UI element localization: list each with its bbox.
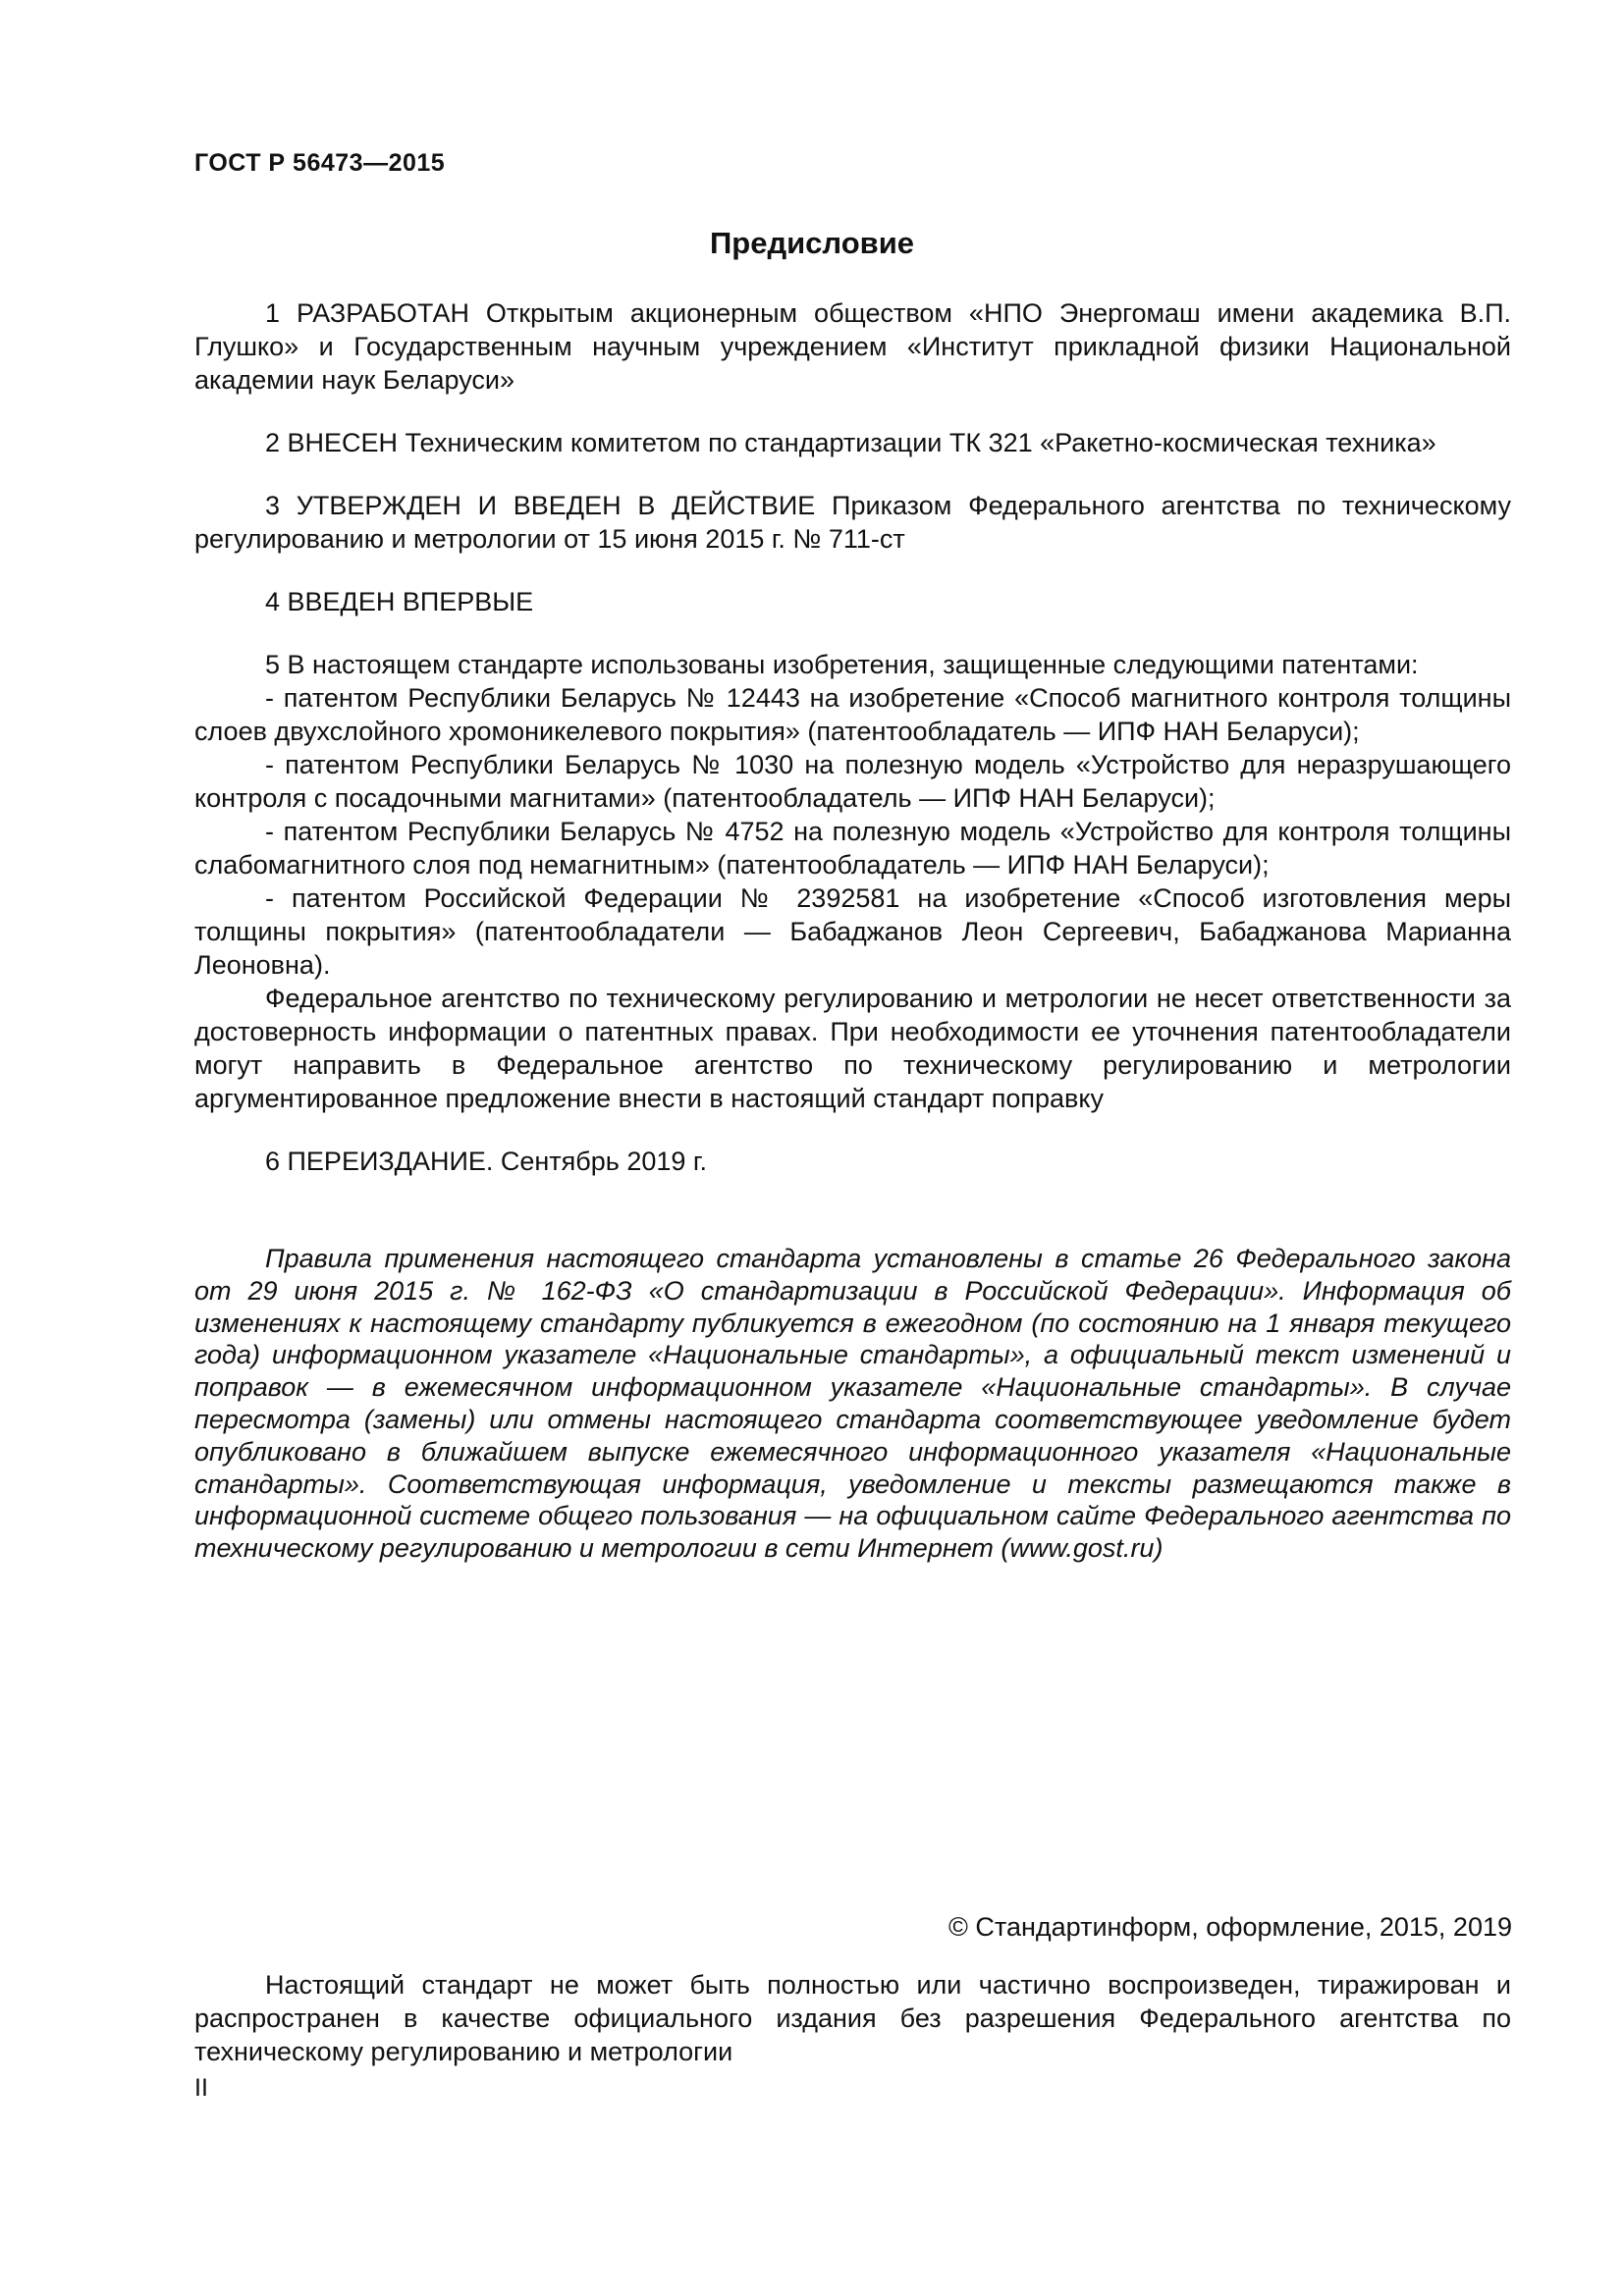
page-number: II (194, 2074, 208, 2102)
preface-item-5-intro: 5 В настоящем стандарте использованы изобретения, защищенные следующими патентами: (265, 650, 1419, 679)
patent-item: - патентом Республики Беларусь № 4752 на полезную модель «Устройство для контроля толщины слабомагнитного слоя под немагнитным» (патентообладатель — ИПФ НАН Беларуси); (194, 817, 1511, 880)
preface-item-6: 6 ПЕРЕИЗДАНИЕ. Сентябрь 2019 г. (265, 1147, 707, 1176)
patent-item: - патентом Российской Федерации № 2392581 на изобретение «Способ изготовления меры толщины покрытия» (патентообладатели — Бабаджанов Леон Сергеевич, Бабаджанова Марианна Леоновна). (194, 883, 1511, 980)
preface-item-1: 1 РАЗРАБОТАН Открытым акционерным обществом «НПО Энергомаш имени академика В.П. Глушко» и Государственным научным учреждением «Институт прикладной физики Национальной академии наук Беларуси» (194, 298, 1511, 395)
standard-designation: ГОСТ Р 56473—2015 (194, 149, 446, 177)
patent-item: - патентом Республики Беларусь № 1030 на полезную модель «Устройство для неразрушающего контроля с посадочными магнитами» (патентообладатель — ИПФ НАН Беларуси); (194, 750, 1511, 813)
preface-item-4: 4 ВВЕДЕН ВПЕРВЫЕ (265, 587, 534, 616)
page-title: Предисловие (709, 226, 914, 260)
application-rules-notice: Правила применения настоящего стандарта установлены в статье 26 Федерального закона от 29 июня 2015 г. № 162-ФЗ «О стандартизации в Российской Федерации». Информация об изменениях к настоящему стандарту публикуется в ежегодном (по состоянию на 1 января текущего года) информационном указателе «Национальные стандарты», а официальный текст изменений и поправок — в ежемесячном информационном указателе «Национальные стандарты». В случае пересмотра (замены) или отмены настоящего стандарта соответствующее уведомление будет опубликовано в ближайшем выпуске ежемесячного информационного указателя «Национальные стандарты». Соответствующая информация, уведомление и тексты размещаются также в информационной системе общего пользования — на официальном сайте Федерального агентства по техническому регулированию и метрологии в сети Интернет (www.gost.ru) (194, 1244, 1511, 1564)
preface-body (194, 296, 1511, 1178)
patent-disclaimer: Федеральное агентство по техническому регулированию и метрологии не несет ответственности за достоверность информации о патентных правах. При необходимости ее уточнения патентообладатели могут направить в Федеральное агентство по техническому регулированию и метрологии аргументированное предложение внести в настоящий стандарт поправку (194, 984, 1511, 1113)
reproduction-notice: Настоящий стандарт не может быть полностью или частично воспроизведен, тиражирован и распространен в качестве официального издания без разрешения Федерального агентства по техническому регулированию и метрологии (194, 1970, 1511, 2066)
preface-item-3: 3 УТВЕРЖДЕН И ВВЕДЕН В ДЕЙСТВИЕ Приказом Федерального агентства по техническому регулированию и метрологии от 15 июня 2015 г. № 711-ст (194, 491, 1511, 554)
copyright-line: © Стандартинформ, оформление, 2015, 2019 (948, 1912, 1512, 1942)
preface-item-2: 2 ВНЕСЕН Техническим комитетом по стандартизации ТК 321 «Ракетно-космическая техника» (265, 428, 1436, 457)
patent-item: - патентом Республики Беларусь № 12443 на изобретение «Способ магнитного контроля толщины слоев двухслойного хромоникелевого покрытия» (патентообладатель — ИПФ НАН Беларуси); (194, 683, 1511, 746)
